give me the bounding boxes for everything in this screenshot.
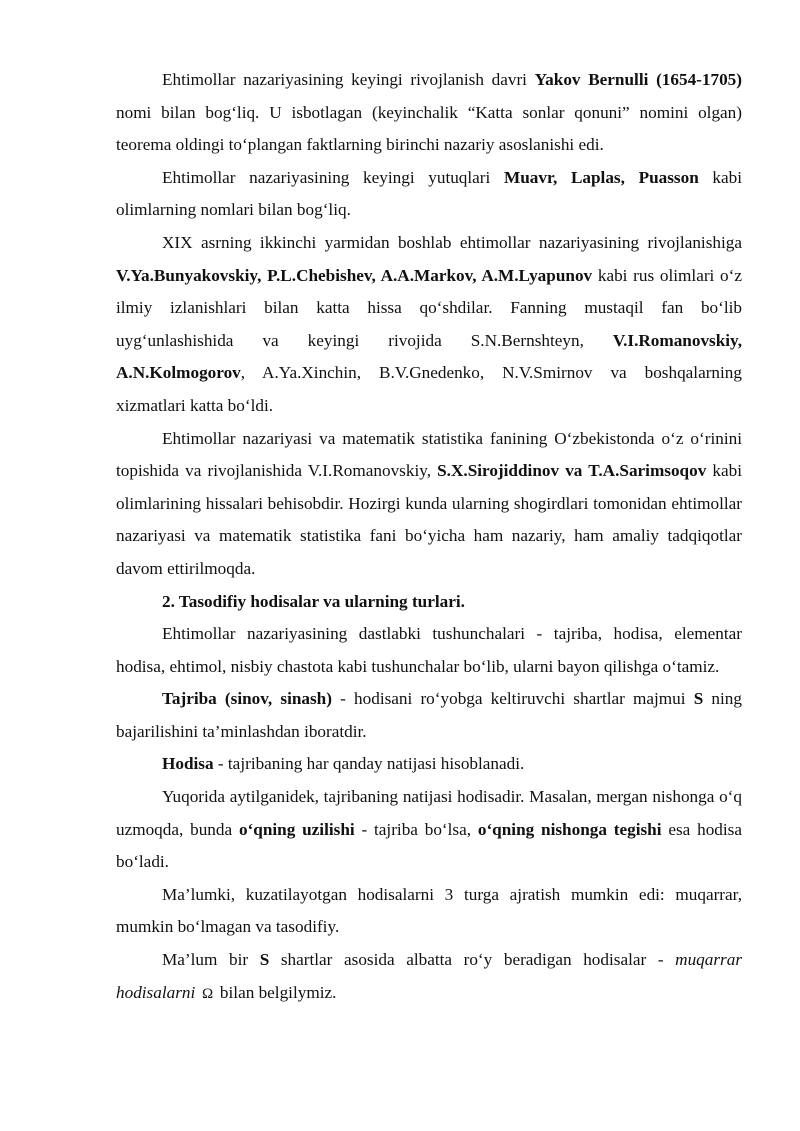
paragraph-muavr (116, 162, 742, 227)
paragraph-experiment-definition (116, 683, 742, 748)
bold-term: 2. Tasodifiy hodisalar va ularning turlari. (162, 591, 465, 611)
paragraph-xix-century (116, 227, 742, 423)
text-run: kabi olimlarning nomlari bilan bog‘liq. (116, 167, 742, 220)
text-run: kabi rus olimlari o‘z ilmiy izlanishlari bilan katta hissa qo‘shdilar. Fanning mustaqil fan bo‘lib uyg‘unlashishida va keyingi rivojida S.N.Bernshteyn, (116, 265, 743, 350)
document-page (116, 64, 742, 1010)
section-heading (116, 586, 742, 619)
bold-term: S.X.Sirojiddinov va T.A.Sarimsoqov (437, 461, 707, 481)
paragraph-three-types (116, 879, 742, 944)
text-run: - tajribaning har qanday natijasi hisoblanadi. (213, 754, 525, 774)
text-run: - tajriba bo‘lsa, (354, 819, 478, 839)
text-run: bilan belgilymiz. (219, 982, 337, 1002)
paragraph-basic-concepts (116, 618, 742, 683)
text-run: Ehtimollar nazariyasining keyingi rivojlanish davri (162, 70, 535, 89)
paragraph-certain-events (116, 944, 742, 1010)
text-run: - hodisani ro‘yobga keltiruvchi shartlar majmui (331, 689, 694, 709)
paragraph-bernoulli (116, 64, 742, 162)
bold-term: S (259, 950, 270, 970)
bold-term: o‘qning nishonga tegishi (477, 819, 662, 839)
text-run: XIX asrning ikkinchi yarmidan boshlab ehtimollar nazariyasining rivojlanishiga (162, 232, 742, 252)
bold-term: S (693, 689, 704, 709)
text-run: Ehtimollar nazariyasining keyingi yutuqlari (162, 167, 504, 187)
text-run: kabi olimlarining hissalari behisobdir. Hozirgi kunda ularning shogirdlari tomonidan ehtimollar nazariyasi va matematik statistika fani bo‘yicha ham nazariy, ham amaliy tadqiqotlar davom ettirilmoqda. (116, 461, 743, 578)
bold-term: Hodisa (162, 754, 214, 774)
bold-term: Muavr, Laplas, Puasson (503, 167, 699, 187)
text-run: nomi bilan bog‘liq. U isbotlagan (keyinchalik “Katta sonlar qonuni” nomini olgan) teorema oldingi to‘plangan faktlarning birinchi nazariy asoslanishi edi. (116, 102, 742, 155)
paragraph-example (116, 781, 742, 879)
bold-term: Yakov Bernulli (1654-1705) (534, 70, 742, 89)
text-run: shartlar asosida albatta ro‘y beradigan hodisalar - (269, 950, 676, 970)
text-run: esa hodisa bo‘ladi. (116, 819, 742, 872)
bold-term: Tajriba (sinov, sinash) (162, 689, 332, 709)
omega-symbol: Ω (198, 985, 217, 1002)
text-run: Ma’lumki, kuzatilayotgan hodisalarni 3 turga ajratish mumkin edi: muqarrar, mumkin bo‘lmagan va tasodifiy. (116, 884, 742, 937)
text-run: Yuqorida aytilganidek, tajribaning natijasi hodisadir. Masalan, mergan nishonga o‘q uzmoqda, bunda (116, 787, 742, 839)
italic-term: muqarrar hodisalarni (116, 950, 743, 1002)
bold-term: o‘qning uzilishi (238, 819, 355, 839)
paragraph-uzbekistan (116, 423, 742, 586)
paragraph-event-definition (116, 748, 742, 781)
bold-term: V.Ya.Bunyakovskiy, P.L.Chebishev, A.A.Markov, A.M.Lyapunov (116, 265, 593, 285)
text-run: Ma’lum bir (162, 950, 260, 970)
bold-term: V.I.Romanovskiy, A.N.Kolmogorov (116, 330, 742, 383)
text-run: Ehtimollar nazariyasi va matematik statistika fanining O‘zbekistonda o‘z o‘rinini topishida va rivojlanishida V.I.Romanovskiy, (116, 428, 742, 481)
text-run: , A.Ya.Xinchin, B.V.Gnedenko, N.V.Smirnov va boshqalarning xizmatlari katta bo‘ldi. (116, 363, 742, 415)
text-run: ning bajarilishini ta’minlashdan iboratdir. (116, 689, 742, 741)
text-run: Ehtimollar nazariyasining dastlabki tushunchalari - tajriba, hodisa, elementar hodisa, ehtimol, nisbiy chastota kabi tushunchalar bo‘lib, ularni bayon qilishga o‘tamiz. (116, 624, 742, 676)
